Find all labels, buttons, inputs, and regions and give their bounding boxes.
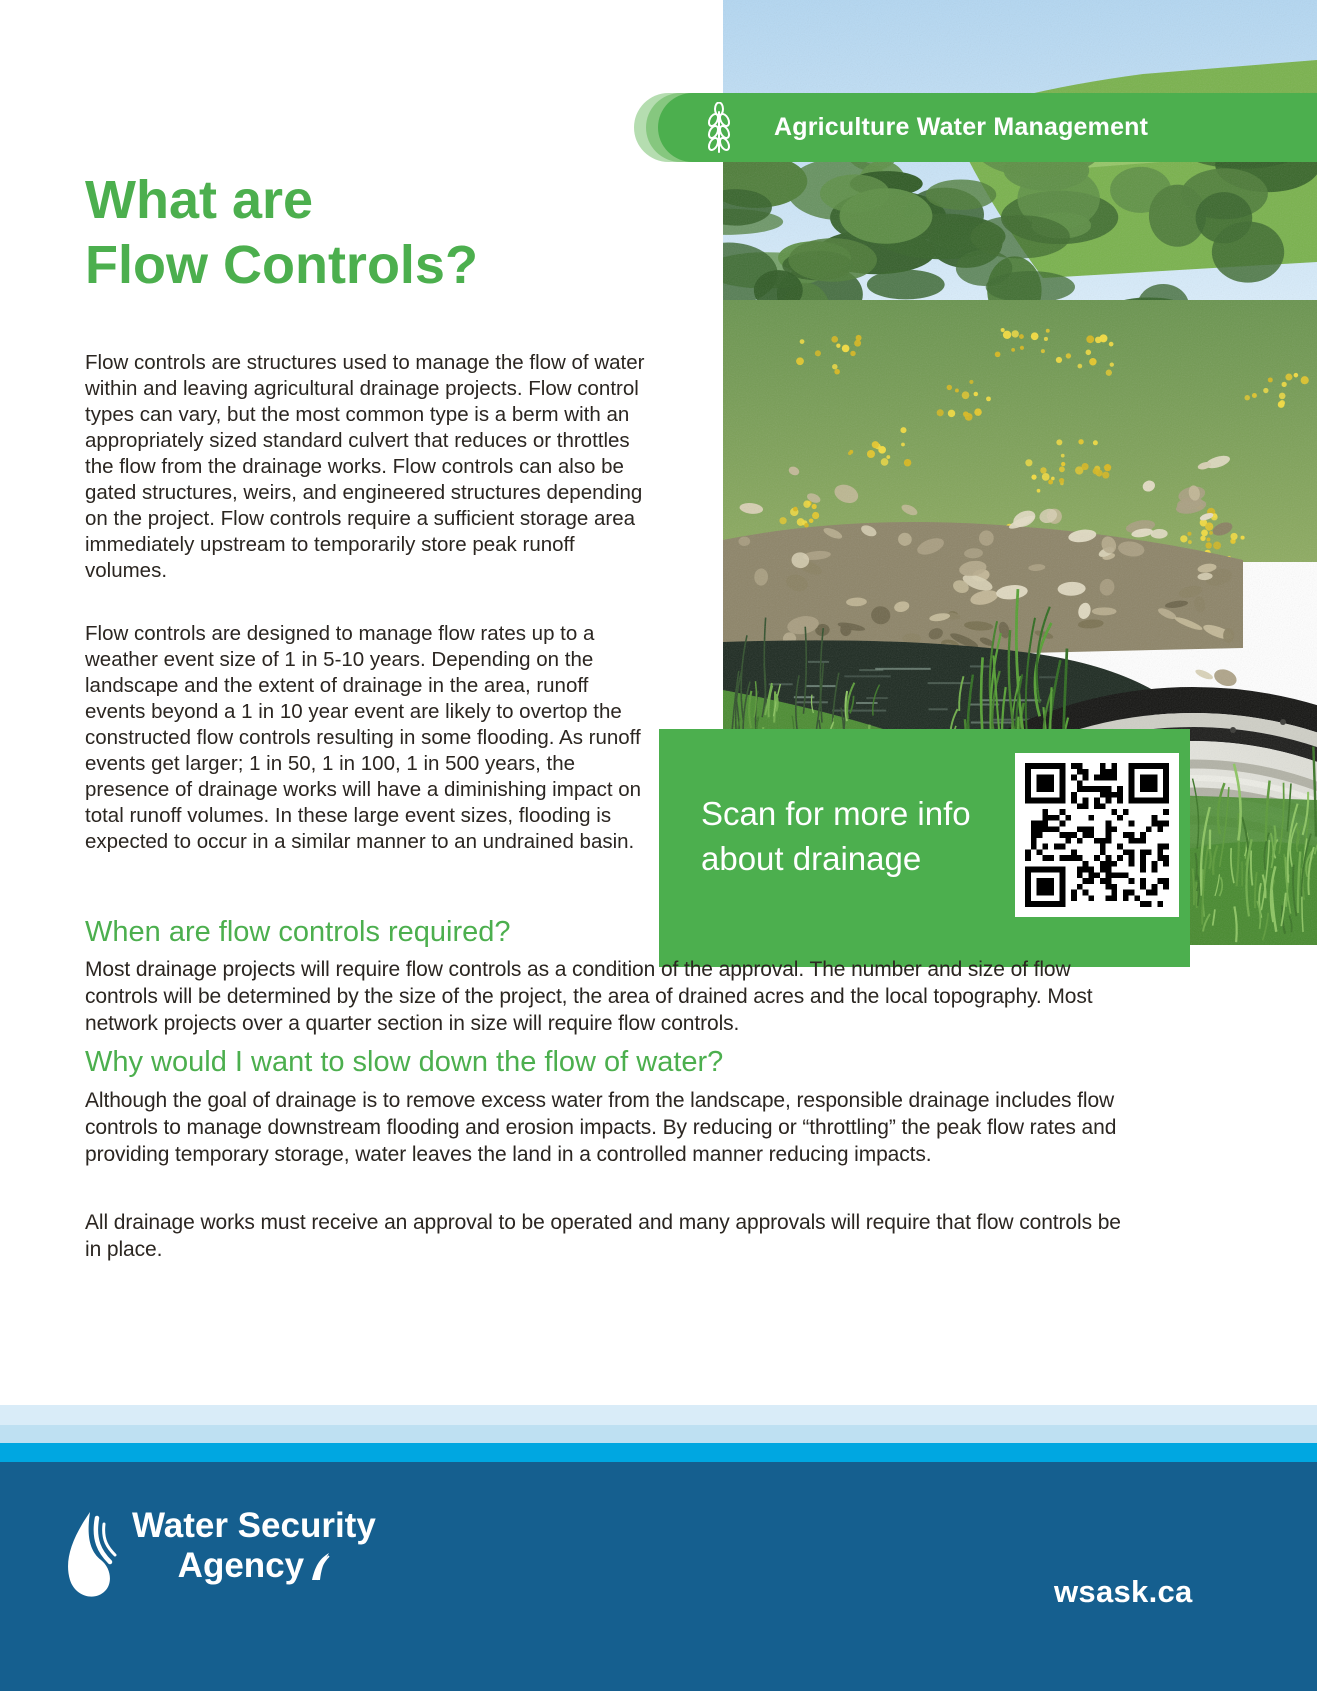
water-security-agency-logo [60, 1506, 376, 1604]
footer-stripe-cyan [0, 1443, 1317, 1462]
org-name [132, 1506, 376, 1586]
section-heading-why-slow-down: Why would I want to slow down the flow of water? [85, 1046, 724, 1078]
wheat-icon [704, 102, 734, 154]
program-banner [658, 93, 1317, 162]
section-when-required-paragraph: Most drainage projects will require flow controls as a condition of the approval. The number and size of flow controls will be determined by the size of the project, the area of drained acres and the local topography. Most network projects over a quarter section in size will require flow controls. [85, 958, 1093, 1035]
org-name-line1: Water Security [132, 1506, 376, 1545]
section-heading-when-required: When are flow controls required? [85, 916, 511, 948]
scan-info-text [701, 791, 971, 881]
footer [0, 1462, 1317, 1691]
section-why-slow-paragraph-2: All drainage works must receive an approval to be operated and many approvals will require that flow controls be in place. [85, 1211, 1121, 1261]
banner-label: Agriculture Water Management [774, 113, 1149, 141]
page-title-line2: Flow Controls? [85, 234, 478, 295]
intro-paragraph-1: Flow controls are structures used to manage the flow of water within and leaving agricultural drainage projects. Flow control types can vary, but the most common type is a berm with an appropriately sized standard culvert that reduces or throttles the flow from the drainage works. Flow controls can also be gated structures, weirs, and engineered structures depending on the project. Flow controls require a sufficient storage area immediately upstream to temporarily store peak runoff volumes. [85, 351, 645, 582]
scan-info-box [659, 729, 1190, 967]
footer-stripe-light-2 [0, 1425, 1317, 1443]
intro-paragraph-2: Flow controls are designed to manage flow rates up to a weather event size of 1 in 5-10 years. Depending on the landscape and the extent of drainage in the area, runoff events beyond a 1 in 10 year event are likely to overtop the constructed flow controls resulting in some flooding. As runoff events get larger; 1 in 50, 1 in 100, 1 in 500 years, the presence of drainage works will have a diminishing impact on total runoff volumes. In these large event sizes, flooding is expected to occur in a similar manner to an undrained basin. [85, 622, 642, 853]
org-name-line2: Agency [177, 1546, 305, 1585]
wheat-leaf-icon [310, 1551, 330, 1581]
scan-info-line2: about drainage [701, 840, 922, 877]
scan-info-line1: Scan for more info [701, 795, 971, 832]
water-drop-swoosh-icon [60, 1508, 118, 1604]
page-title [85, 168, 478, 298]
section-why-slow-paragraph-1: Although the goal of drainage is to remove excess water from the landscape, responsible drainage includes flow controls to manage downstream flooding and erosion impacts. By reducing or “throttling” the peak flow rates and providing temporary storage, water leaves the land in a controlled manner reducing impacts. [85, 1089, 1117, 1166]
footer-stripe-light-1 [0, 1405, 1317, 1425]
page-title-line1: What are [85, 170, 314, 230]
website-url: wsask.ca [1054, 1574, 1193, 1609]
qr-code-icon [1015, 753, 1179, 917]
